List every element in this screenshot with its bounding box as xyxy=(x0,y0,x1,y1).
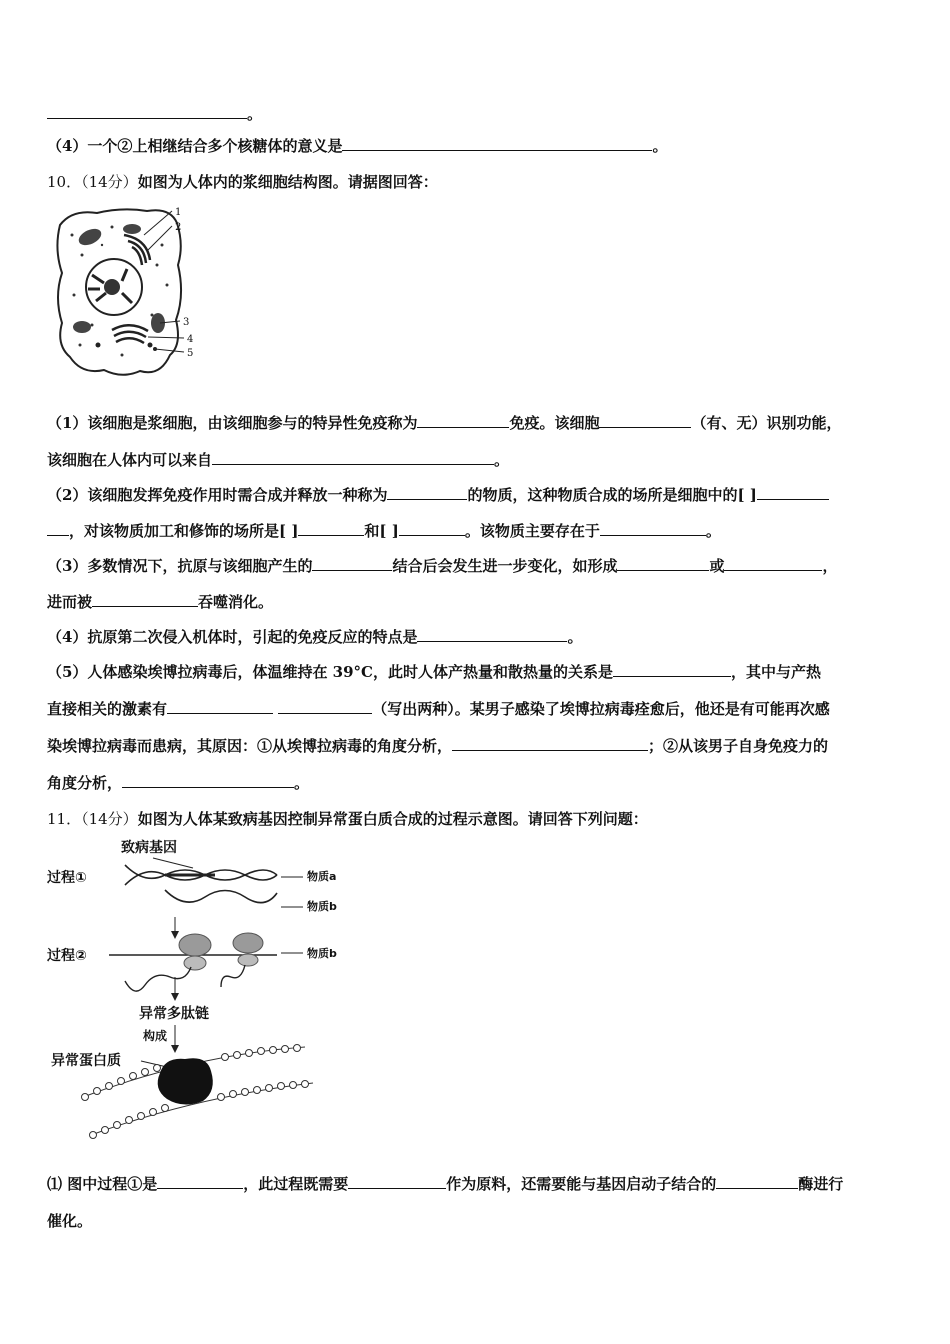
label-4: 4 xyxy=(187,334,194,345)
answer-blank[interactable] xyxy=(399,521,465,536)
question-10-2-cont: ，对该物质加工和修饰的场所是[ ] 和[ ] 。该物质主要存在于 。 xyxy=(47,521,721,541)
answer-blank[interactable] xyxy=(298,521,364,536)
substance-a-label: 物质a xyxy=(307,870,337,883)
answer-blank[interactable] xyxy=(724,556,822,571)
question-10-3: （3）多数情况下，抗原与该细胞产生的 结合后会发生进一步变化，如形成 或 ， xyxy=(47,557,838,575)
abnormal-protein-blob xyxy=(158,1058,213,1104)
label-5: 5 xyxy=(187,348,194,359)
mrna-strand xyxy=(165,890,277,903)
answer-blank[interactable] xyxy=(757,485,829,500)
answer-blank[interactable] xyxy=(617,556,709,571)
question-10-3-cont: 进而被 吞噬消化。 xyxy=(47,593,274,611)
process-2-label: 过程② xyxy=(47,948,87,964)
label-2: 2 xyxy=(175,222,182,233)
answer-blank[interactable] xyxy=(92,592,198,607)
ribosome-small xyxy=(184,956,206,970)
question-10-1: （1）该细胞是浆细胞，由该细胞参与的特异性免疫称为 免疫。该细胞 （有、无）识别功能， xyxy=(47,414,842,432)
answer-blank[interactable] xyxy=(417,627,567,642)
plasma-cell-figure xyxy=(52,205,202,380)
label-3: 3 xyxy=(183,317,190,328)
answer-blank[interactable] xyxy=(599,413,691,428)
peptide-chain xyxy=(125,967,191,991)
substance-b-label-2: 物质b xyxy=(307,947,337,960)
answer-blank[interactable] xyxy=(212,450,494,465)
answer-blank[interactable] xyxy=(342,136,652,151)
answer-blank[interactable] xyxy=(348,1174,446,1189)
answer-blank[interactable] xyxy=(122,773,294,788)
gene-expression-figure xyxy=(45,835,365,1155)
ribosome-large xyxy=(179,934,211,956)
answer-blank[interactable] xyxy=(312,556,392,571)
ribosome-small xyxy=(238,954,258,966)
abnormal-protein-label: 异常蛋白质 xyxy=(51,1053,121,1069)
answer-blank[interactable] xyxy=(452,736,648,751)
question-10-5-cont2: 染埃博拉病毒而患病，其原因：①从埃博拉病毒的角度分析， ；②从该男子自身免疫力的 xyxy=(47,737,829,755)
gene-label: 致病基因 xyxy=(121,840,177,856)
answer-blank[interactable] xyxy=(47,521,69,536)
answer-blank[interactable] xyxy=(716,1174,798,1189)
process-1-label: 过程① xyxy=(47,870,87,886)
line-0: 。 xyxy=(47,104,262,124)
question-11-header: 11．（14分）如图为人体某致病基因控制异常蛋白质合成的过程示意图。请回答下列问题： xyxy=(47,810,648,828)
question-10-1-cont: 该细胞在人体内可以来自 。 xyxy=(47,451,510,469)
question-10-5-cont: 直接相关的激素有 （写出两种）。某男子感染了埃博拉病毒痊愈后，他还是有可能再次感 xyxy=(47,700,830,718)
ribosome-large xyxy=(233,933,263,953)
question-11-1: ⑴ 图中过程①是 ，此过程既需要 作为原料，还需要能与基因启动子结合的 酶进行 xyxy=(47,1175,844,1193)
mitochondrion xyxy=(123,224,141,234)
answer-blank[interactable] xyxy=(613,662,731,677)
question-9-4: （4）一个②上相继结合多个核糖体的意义是 。 xyxy=(47,137,668,155)
answer-blank[interactable] xyxy=(278,699,372,714)
question-11-1-cont: 催化。 xyxy=(47,1212,93,1230)
question-10-header: 10．（14分）如图为人体内的浆细胞结构图。请据图回答： xyxy=(47,173,438,191)
answer-blank[interactable] xyxy=(157,1174,243,1189)
answer-blank[interactable] xyxy=(600,521,706,536)
substance-b-label: 物质b xyxy=(307,900,337,913)
label-1: 1 xyxy=(175,207,182,218)
answer-blank[interactable] xyxy=(387,485,467,500)
answer-blank[interactable] xyxy=(167,699,273,714)
question-10-5-cont3: 角度分析， 。 xyxy=(47,774,310,792)
answer-blank[interactable] xyxy=(47,104,247,119)
answer-blank[interactable] xyxy=(417,413,509,428)
question-10-4: （4）抗原第二次侵入机体时，引起的免疫反应的特点是 。 xyxy=(47,628,583,646)
compose-label: 构成 xyxy=(143,1029,168,1043)
abnormal-peptide-label: 异常多肽链 xyxy=(139,1006,209,1022)
peptide-chain xyxy=(221,965,245,987)
question-10-2: （2）该细胞发挥免疫作用时需合成并释放一种称为 的物质，这种物质合成的场所是细胞中的[ ] xyxy=(47,485,829,505)
question-10-5: （5）人体感染埃博拉病毒后，体温维持在 39°C，此时人体产热量和散热量的关系是 ，其中与产热 xyxy=(47,663,821,681)
mitochondrion xyxy=(73,321,91,333)
